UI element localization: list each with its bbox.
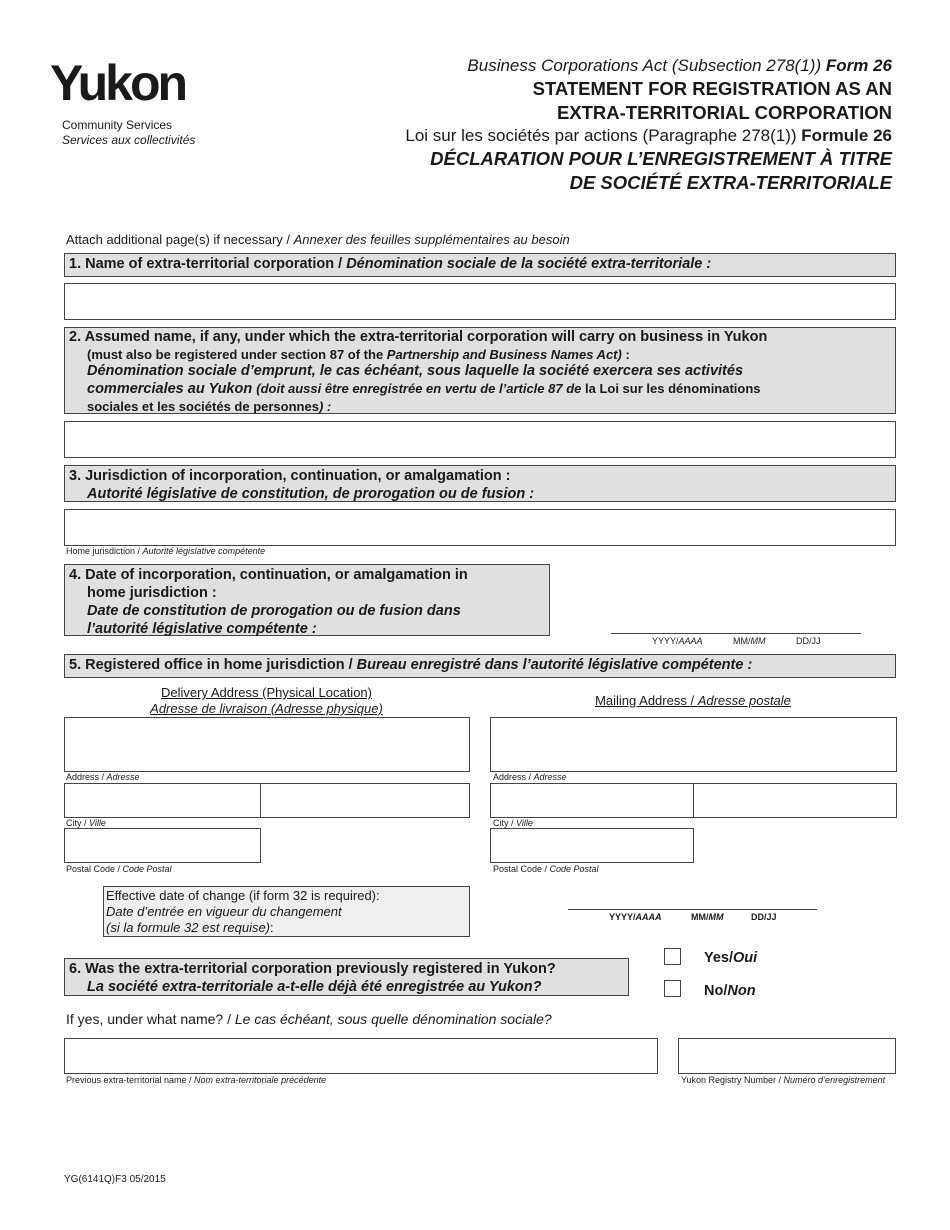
form-header (405, 55, 892, 195)
delivery-postal-caption: Postal Code / Code Postal (66, 864, 172, 874)
delivery-province-field[interactable] (260, 783, 470, 818)
delivery-city-field[interactable] (64, 783, 261, 818)
logo-dept-en: Community Services (62, 118, 173, 132)
attach-note: Attach additional page(s) if necessary / Annexer des feuilles supplémentaires au besoin (66, 232, 570, 247)
mailing-city-field[interactable] (490, 783, 694, 818)
delivery-address-caption: Address / Adresse (66, 772, 140, 782)
title-en-2: EXTRA-TERRITORIAL CORPORATION (556, 102, 892, 123)
jurisdiction-caption: Home jurisdiction / Autorité législative compétente (66, 546, 266, 556)
mailing-address-caption: Address / Adresse (493, 772, 567, 782)
no-label: No/Non (704, 983, 756, 999)
mailing-postal-caption: Postal Code / Code Postal (493, 864, 599, 874)
mailing-province-field[interactable] (693, 783, 897, 818)
previous-name-caption: Previous extra-territorial name / Nom extra-territoriale précédente (66, 1075, 327, 1085)
jurisdiction-field[interactable] (64, 509, 896, 546)
yes-label: Yes/Oui (704, 950, 758, 966)
form-code: YG(6141Q)F3 05/2015 (64, 1174, 166, 1185)
logo-wordmark: Yukon (50, 55, 186, 111)
corporation-name-field[interactable] (64, 283, 896, 320)
mailing-address-title: Mailing Address / Adresse postale (595, 693, 791, 708)
logo-dept-fr: Services aux collectivités (62, 133, 196, 147)
eff-date-mm-label: MM/MM (691, 912, 724, 922)
mailing-city-caption: City / Ville (493, 818, 533, 828)
section-4-heading: 4. Date of incorporation, continuation, or amalgamation in home jurisdiction : Date de constitution de prorogation ou de fusion dans l’autorité législative compétente : (64, 564, 550, 636)
eff-date-yyyy-label: YYYY/AAAA (609, 912, 662, 922)
section-6-heading: 6. Was the extra-territorial corporation previously registered in Yukon? La société extra-territoriale a-t-elle déjà été enregistrée au Yukon? (64, 958, 629, 996)
delivery-address-field[interactable] (64, 717, 470, 772)
date-mm-label: MM/MM (733, 636, 766, 646)
yukon-logo (50, 55, 186, 111)
section-1-heading: 1. Name of extra-territorial corporation / Dénomination sociale de la société extra-territoriale : (64, 253, 896, 277)
section-2-heading: 2. Assumed name, if any, under which the extra-territorial corporation will carry on business in Yukon (must also be registered under section 87 of the Partnership and Business Names Act) : Dénomination sociale d’emprunt, le cas échéant, sous laquelle la société exercera ses activités commerciales au Yukon (doit aussi être enregistrée en vertu de l’article 87 de la Loi sur les dénominations sociales et les sociétés de personnes) : (64, 327, 896, 414)
registry-number-field[interactable] (678, 1038, 896, 1074)
eff-date-dd-label: DD/JJ (751, 912, 777, 922)
no-checkbox[interactable] (664, 980, 681, 997)
date-dd-label: DD/JJ (796, 636, 821, 646)
title-fr-1: DÉCLARATION POUR L’ENREGISTREMENT À TITRE (430, 148, 892, 169)
title-en-1: STATEMENT FOR REGISTRATION AS AN (532, 78, 892, 99)
if-yes-prompt: If yes, under what name? / Le cas échéant, sous quelle dénomination sociale? (66, 1011, 552, 1027)
mailing-postal-field[interactable] (490, 828, 694, 863)
mailing-address-field[interactable] (490, 717, 897, 772)
previous-name-field[interactable] (64, 1038, 658, 1074)
delivery-postal-field[interactable] (64, 828, 261, 863)
section-5-heading: 5. Registered office in home jurisdiction / Bureau enregistré dans l’autorité législative compétente : (64, 654, 896, 678)
effective-date-field[interactable] (568, 909, 817, 910)
section-3-heading: 3. Jurisdiction of incorporation, continuation, or amalgamation : Autorité législative de constitution, de prorogation ou de fusion : (64, 465, 896, 502)
act-line-fr: Loi sur les sociétés par actions (Paragraphe 278(1)) Formule 26 (405, 126, 892, 145)
registry-number-caption: Yukon Registry Number / Numéro d’enregistrement (681, 1075, 886, 1085)
act-line-en: Business Corporations Act (Subsection 278(1)) Form 26 (467, 56, 892, 75)
title-fr-2: DE SOCIÉTÉ EXTRA-TERRITORIALE (569, 172, 892, 193)
assumed-name-field[interactable] (64, 421, 896, 458)
date-yyyy-label: YYYY/AAAA (652, 636, 703, 646)
delivery-city-caption: City / Ville (66, 818, 106, 828)
incorporation-date-field[interactable] (611, 633, 861, 634)
effective-date-label: Effective date of change (if form 32 is required): Date d’entrée en vigueur du changement (si la formule 32 est requise): (103, 886, 470, 937)
delivery-address-title: Delivery Address (Physical Location) Adresse de livraison (Adresse physique) (150, 685, 383, 716)
yes-checkbox[interactable] (664, 948, 681, 965)
